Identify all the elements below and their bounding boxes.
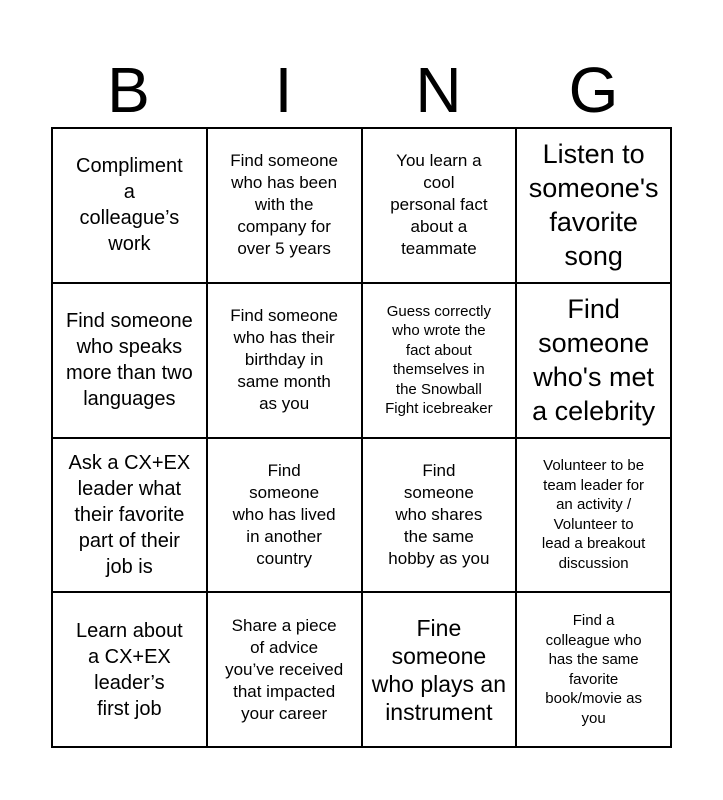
bingo-header [51, 52, 671, 128]
bingo-cell-r2-c4[interactable] [517, 284, 672, 439]
cell-text: Find someone who has been with the company for over 5 years [230, 151, 338, 259]
cell-text: Find someone who's met a celebrity [532, 294, 656, 427]
bingo-cell-r1-c4[interactable] [517, 129, 672, 284]
bingo-cell-r4-c3[interactable] [363, 593, 518, 748]
bingo-cell-r2-c3[interactable] [363, 284, 518, 439]
cell-text: Find someone who speaks more than two languages [66, 310, 193, 411]
bingo-cell-r4-c1[interactable] [53, 593, 208, 748]
cell-text: Listen to someone's favorite song [528, 139, 659, 272]
cell-text: You learn a cool personal fact about a teammate [390, 151, 488, 259]
cell-text: Find a colleague who has the same favorite book/movie as you [545, 612, 642, 727]
header-letter-n: N [415, 54, 462, 126]
cell-text: Find someone who has lived in another country [232, 460, 336, 568]
bingo-cell-r1-c3[interactable] [363, 129, 518, 284]
bingo-cell-r4-c4[interactable] [517, 593, 672, 748]
bingo-cell-r3-c3[interactable] [363, 439, 518, 594]
bingo-cell-r2-c2[interactable] [208, 284, 363, 439]
cell-text: Share a piece of advice you’ve received that impacted your career [225, 615, 344, 723]
bingo-cell-r4-c2[interactable] [208, 593, 363, 748]
cell-text: Fine someone who plays an instrument [371, 614, 506, 725]
cell-text: Find someone who has their birthday in same month as you [230, 306, 338, 414]
cell-text: Guess correctly who wrote the fact about themselves in the Snowball Fight icebreaker [385, 302, 493, 418]
bingo-cell-r2-c1[interactable] [53, 284, 208, 439]
cell-text: Volunteer to be team leader for an activity / Volunteer to lead a breakout discussion [541, 457, 646, 572]
bingo-cell-r3-c2[interactable] [208, 439, 363, 594]
header-letter-b: B [107, 54, 150, 126]
bingo-cell-r3-c4[interactable] [517, 439, 672, 594]
bingo-cell-r1-c2[interactable] [208, 129, 363, 284]
bingo-cell-r1-c1[interactable] [53, 129, 208, 284]
bingo-grid [51, 127, 672, 748]
cell-text: Ask a CX+EX leader what their favorite part of their job is [68, 451, 191, 578]
cell-text: Find someone who shares the same hobby as you [388, 460, 490, 568]
cell-text: Compliment a colleague’s work [76, 155, 183, 256]
header-letter-i: I [274, 54, 293, 126]
header-letter-g: G [568, 54, 619, 126]
bingo-cell-r3-c1[interactable] [53, 439, 208, 594]
cell-text: Learn about a CX+EX leader’s first job [75, 619, 183, 720]
